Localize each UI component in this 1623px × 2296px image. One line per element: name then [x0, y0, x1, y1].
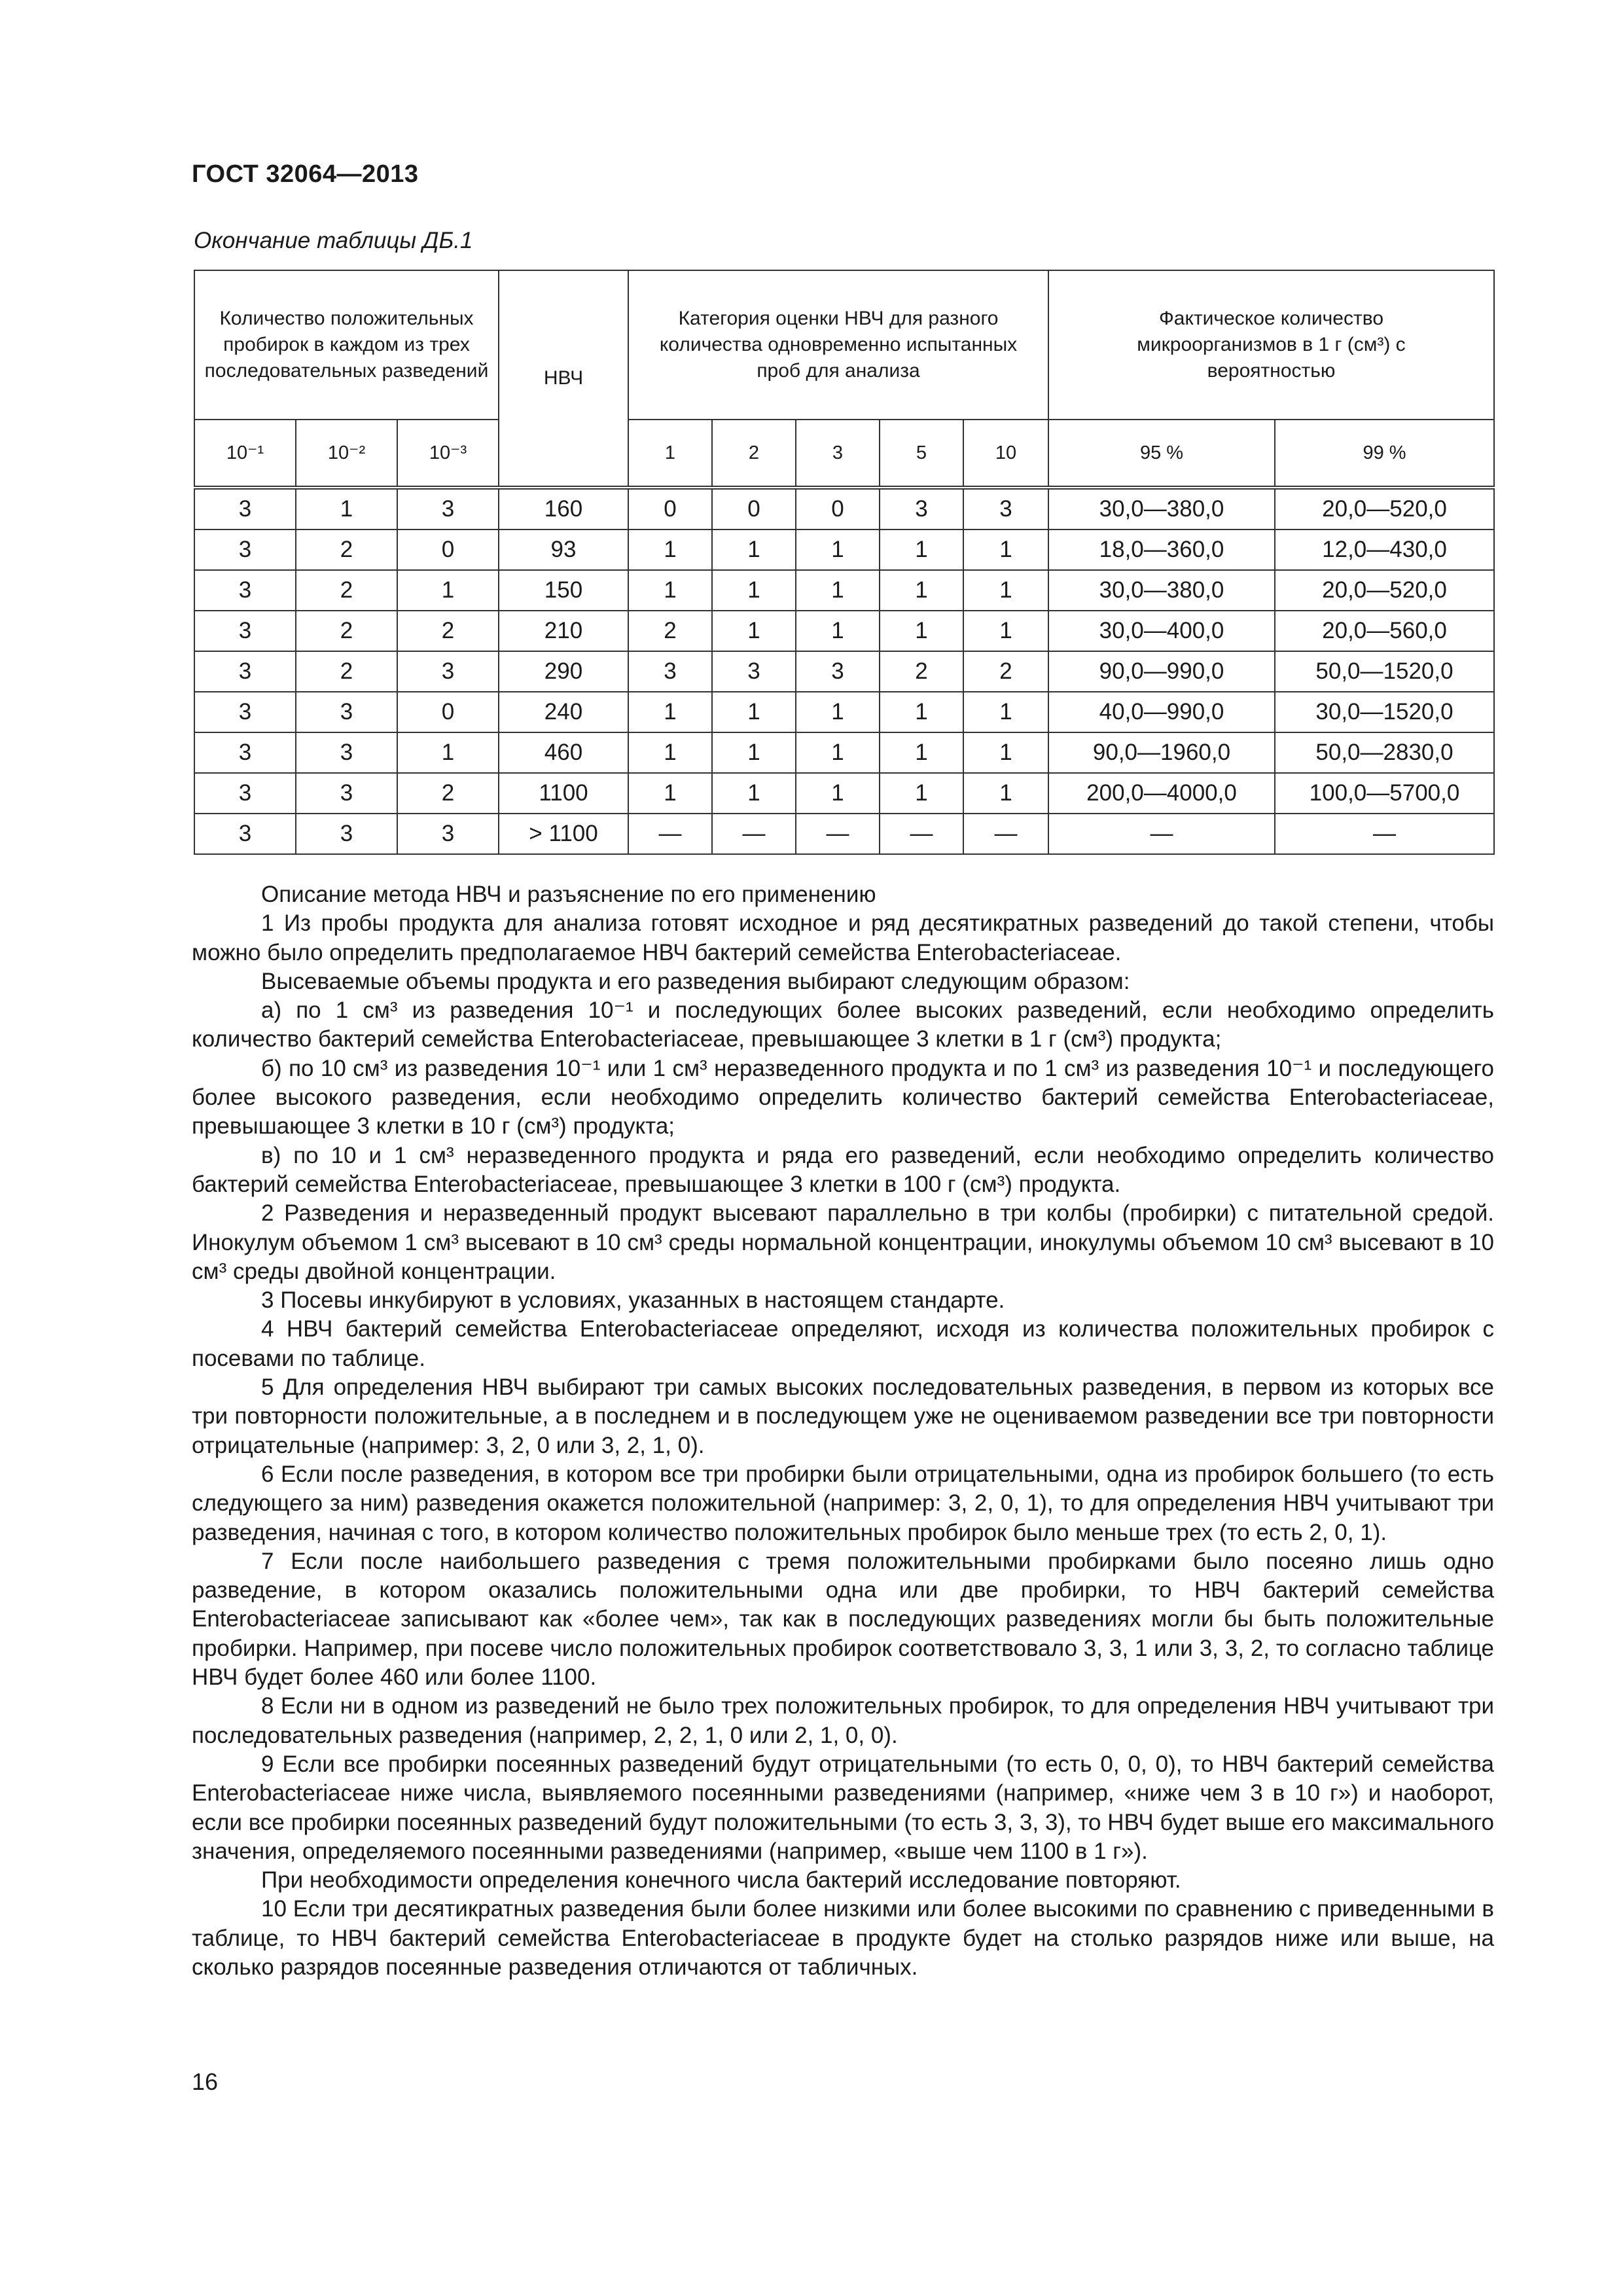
table-cell: 1	[628, 773, 712, 814]
table-cell: 3	[796, 651, 880, 692]
table-cell: 1	[712, 611, 796, 651]
table-cell: 240	[499, 692, 628, 732]
table-cell: 30,0—380,0	[1048, 488, 1275, 529]
table-cell: —	[796, 814, 880, 854]
header-category-5: 5	[880, 420, 963, 488]
table-cell: 0	[397, 529, 499, 570]
table-cell: 1	[397, 570, 499, 611]
table-cell: 50,0—1520,0	[1275, 651, 1494, 692]
table-cell: —	[1275, 814, 1494, 854]
paragraph: 9 Если все пробирки посеянных разведений будут отрицательными (то есть 0, 0, 0), то НВЧ бактерий семейства Enterobacteriaceae ниже числа, выявляемого посеянными разведениями (например, «ниже чем 3 в 10 г») и наоборот, если все пробирки посеянных разведений будут положительными (то есть 3, 3, 3), то НВЧ будет выше его максимального значения, определяемого посеянными разведениями (например, «выше чем 1100 в 1 г»).	[192, 1751, 1494, 1864]
paragraph: 8 Если ни в одном из разведений не было трех положительных пробирок, то для определения НВЧ учитывают три последовательных разведения (например, 2, 2, 1, 0 или 2, 1, 0, 0).	[192, 1693, 1494, 1748]
table-row	[194, 488, 1494, 529]
table-cell: 20,0—520,0	[1275, 570, 1494, 611]
table-cell: 30,0—1520,0	[1275, 692, 1494, 732]
paragraph: 1 Из пробы продукта для анализа готовят исходное и ряд десятикратных разведений до такой степени, чтобы можно было определить предполагаемое НВЧ бактерий семейства Enterobacteriaceae.	[192, 910, 1494, 965]
table-cell: 100,0—5700,0	[1275, 773, 1494, 814]
table-cell: 40,0—990,0	[1048, 692, 1275, 732]
table-cell: 1	[712, 692, 796, 732]
table-cell: > 1100	[499, 814, 628, 854]
table-cell: 50,0—2830,0	[1275, 732, 1494, 773]
table-cell: 3	[880, 488, 963, 529]
table-cell: 1	[963, 732, 1048, 773]
table-cell: 12,0—430,0	[1275, 529, 1494, 570]
table-cell: 1	[712, 732, 796, 773]
paragraph: 3 Посевы инкубируют в условиях, указанных в настоящем стандарте.	[261, 1287, 1005, 1314]
table-cell: 0	[628, 488, 712, 529]
table-cell: 3	[194, 488, 296, 529]
table-cell: 3	[296, 814, 397, 854]
table-cell: 1	[628, 692, 712, 732]
table-cell: 1	[796, 773, 880, 814]
table-cell: 3	[296, 692, 397, 732]
paragraph: 10 Если три десятикратных разведения были более низкими или более высокими по сравнению с приведенными в таблице, то НВЧ бактерий семейства Enterobacteriaceae в продукте будет на столько разрядов ниже или выше, на сколько разрядов посеянные разведения отличаются от табличных.	[192, 1896, 1494, 1980]
table-cell: 1	[628, 732, 712, 773]
header-probability-99: 99 %	[1275, 420, 1494, 488]
table-cell: 3	[194, 692, 296, 732]
header-category-1: 1	[628, 420, 712, 488]
table-cell: 1	[880, 611, 963, 651]
table-cell: 3	[194, 529, 296, 570]
paragraph: Описание метода НВЧ и разъяснение по его применению	[261, 882, 876, 907]
table-cell: 3	[194, 814, 296, 854]
table-cell: 1	[712, 529, 796, 570]
table-cell: 1	[712, 570, 796, 611]
table-cell: —	[963, 814, 1048, 854]
paragraph: а) по 1 см³ из разведения 10⁻¹ и последующих более высоких разведений, если необходимо определить количество бактерий семейства Enterobacteriaceae, превышающее 3 клетки в 1 г (см³) продукта;	[192, 997, 1494, 1052]
table-cell: —	[1048, 814, 1275, 854]
paragraph: 4 НВЧ бактерий семейства Enterobacteriaceae определяют, исходя из количества положительных пробирок с посевами по таблице.	[192, 1316, 1494, 1371]
table-cell: 3	[194, 651, 296, 692]
table-cell: 1	[628, 529, 712, 570]
table-cell: 1	[963, 773, 1048, 814]
table-cell: 30,0—400,0	[1048, 611, 1275, 651]
table-cell: 3	[194, 611, 296, 651]
table-cell: 90,0—990,0	[1048, 651, 1275, 692]
paragraph: Высеваемые объемы продукта и его разведения выбирают следующим образом:	[261, 968, 1130, 994]
table-cell: 3	[397, 651, 499, 692]
header-category-3: 3	[796, 420, 880, 488]
table-cell: 3	[963, 488, 1048, 529]
table-cell: 1	[796, 570, 880, 611]
table-cell: 1	[880, 692, 963, 732]
table-row	[194, 529, 1494, 570]
page-number: 16	[192, 2068, 219, 2095]
header-category: Категория оценки НВЧ для разного количества одновременно испытанных проб для анализа	[628, 270, 1048, 420]
header-probability-95: 95 %	[1048, 420, 1275, 488]
header-dilution-2: 10⁻²	[296, 420, 397, 488]
table-cell: 1	[796, 692, 880, 732]
header-dilution-1: 10⁻¹	[194, 420, 296, 488]
table-cell: 0	[397, 692, 499, 732]
table-cell: 1	[963, 570, 1048, 611]
table-cell: 210	[499, 611, 628, 651]
table-cell: 1	[712, 773, 796, 814]
paragraph: 6 Если после разведения, в котором все три пробирки были отрицательными, одна из пробирок большего (то есть следующего за ним) разведения окажется положительной (например: 3, 2, 0, 1), то для определения НВЧ учитывают три разведения, начиная с того, в котором количество положительных пробирок было меньше трех (то есть 2, 0, 1).	[192, 1461, 1494, 1545]
table-cell: 18,0—360,0	[1048, 529, 1275, 570]
table-cell: 150	[499, 570, 628, 611]
paragraph: 7 Если после наибольшего разведения с тремя положительными пробирками было посеяно лишь одно разведение, в котором оказались положительными одна или две пробирки, то НВЧ бактерий семейства Enterobacteriaceae записывают как «более чем», так как в последующих разведениях могли бы быть положительные пробирки. Например, при посеве число положительных пробирок соответствовало 3, 3, 1 или 3, 3, 2, то согласно таблице НВЧ будет более 460 или более 1100.	[192, 1548, 1494, 1691]
table-cell: 1	[796, 611, 880, 651]
table-row	[194, 692, 1494, 732]
table-cell: 20,0—520,0	[1275, 488, 1494, 529]
table-cell: 460	[499, 732, 628, 773]
table-cell: —	[628, 814, 712, 854]
standard-designation: ГОСТ 32064—2013	[192, 160, 419, 188]
table-row	[194, 814, 1494, 854]
table-cell: 3	[296, 732, 397, 773]
mpn-table	[194, 270, 1495, 855]
table-cell: 1	[880, 732, 963, 773]
paragraph: б) по 10 см³ из разведения 10⁻¹ или 1 см³ неразведенного продукта и по 1 см³ из разведения 10⁻¹ и последующего более высокого разведения, если необходимо определить количество бактерий семейства Enterobacteriaceae, превышающее 3 клетки в 10 г (см³) продукта;	[192, 1055, 1494, 1139]
table-cell: 1	[963, 611, 1048, 651]
table-cell: 1	[880, 529, 963, 570]
table-cell: 3	[194, 732, 296, 773]
table-cell: 1	[296, 488, 397, 529]
table-cell: 1	[628, 570, 712, 611]
table-cell: 2	[296, 570, 397, 611]
header-category-2: 2	[712, 420, 796, 488]
table-cell: 30,0—380,0	[1048, 570, 1275, 611]
table-cell: 160	[499, 488, 628, 529]
table-cell: 1	[880, 773, 963, 814]
header-mpn: НВЧ	[499, 270, 628, 488]
table-row	[194, 651, 1494, 692]
table-cell: 90,0—1960,0	[1048, 732, 1275, 773]
table-row	[194, 732, 1494, 773]
table-cell: 2	[296, 611, 397, 651]
paragraph: в) по 10 и 1 см³ неразведенного продукта и ряда его разведений, если необходимо определить количество бактерий семейства Enterobacteriaceae, превышающее 3 клетки в 100 г (см³) продукта.	[192, 1142, 1494, 1197]
table-row	[194, 570, 1494, 611]
header-positive-tubes: Количество положительных пробирок в каждом из трех последовательных разведений	[194, 270, 499, 420]
table-row	[194, 773, 1494, 814]
header-category-10: 10	[963, 420, 1048, 488]
paragraph: 2 Разведения и неразведенный продукт высевают параллельно в три колбы (пробирки) с питательной средой. Инокулум объемом 1 см³ высевают в 10 см³ среды нормальной концентрации, инокулумы объемом 10 см³ высевают в 10 см³ среды двойной концентрации.	[192, 1200, 1494, 1284]
table-cell: 290	[499, 651, 628, 692]
table-cell: 1	[796, 529, 880, 570]
paragraph: При необходимости определения конечного числа бактерий исследование повторяют.	[261, 1867, 1181, 1893]
table-cell: —	[712, 814, 796, 854]
table-cell: 3	[397, 488, 499, 529]
table-cell: 1	[963, 529, 1048, 570]
header-dilution-3: 10⁻³	[397, 420, 499, 488]
paragraph: 5 Для определения НВЧ выбирают три самых высоких последовательных разведения, в первом из которых все три повторности положительные, а в последнем и в последующем уже не оцениваемом разведении все три повторности отрицательные (например: 3, 2, 0 или 3, 2, 1, 0).	[192, 1374, 1494, 1458]
table-cell: 93	[499, 529, 628, 570]
table-cell: 1	[796, 732, 880, 773]
table-cell: 2	[963, 651, 1048, 692]
table-cell: 3	[194, 570, 296, 611]
table-cell: 20,0—560,0	[1275, 611, 1494, 651]
table-row	[194, 611, 1494, 651]
table-cell: 200,0—4000,0	[1048, 773, 1275, 814]
table-cell: 3	[712, 651, 796, 692]
body-text	[192, 880, 1494, 1982]
table-cell: 2	[397, 611, 499, 651]
table-cell: 1	[397, 732, 499, 773]
table-cell: 2	[296, 529, 397, 570]
table-cell: 2	[296, 651, 397, 692]
table-cell: 2	[880, 651, 963, 692]
header-actual-count: Фактическое количество микроорганизмов в 1 г (см³) с вероятностью	[1048, 270, 1494, 420]
table-caption: Окончание таблицы ДБ.1	[194, 228, 473, 253]
table-cell: —	[880, 814, 963, 854]
table-cell: 1100	[499, 773, 628, 814]
table-cell: 2	[628, 611, 712, 651]
table-cell: 1	[880, 570, 963, 611]
table-cell: 3	[397, 814, 499, 854]
table-cell: 2	[397, 773, 499, 814]
table-cell: 3	[296, 773, 397, 814]
table-cell: 3	[628, 651, 712, 692]
table-cell: 1	[963, 692, 1048, 732]
table-cell: 0	[796, 488, 880, 529]
table-cell: 3	[194, 773, 296, 814]
table-cell: 0	[712, 488, 796, 529]
